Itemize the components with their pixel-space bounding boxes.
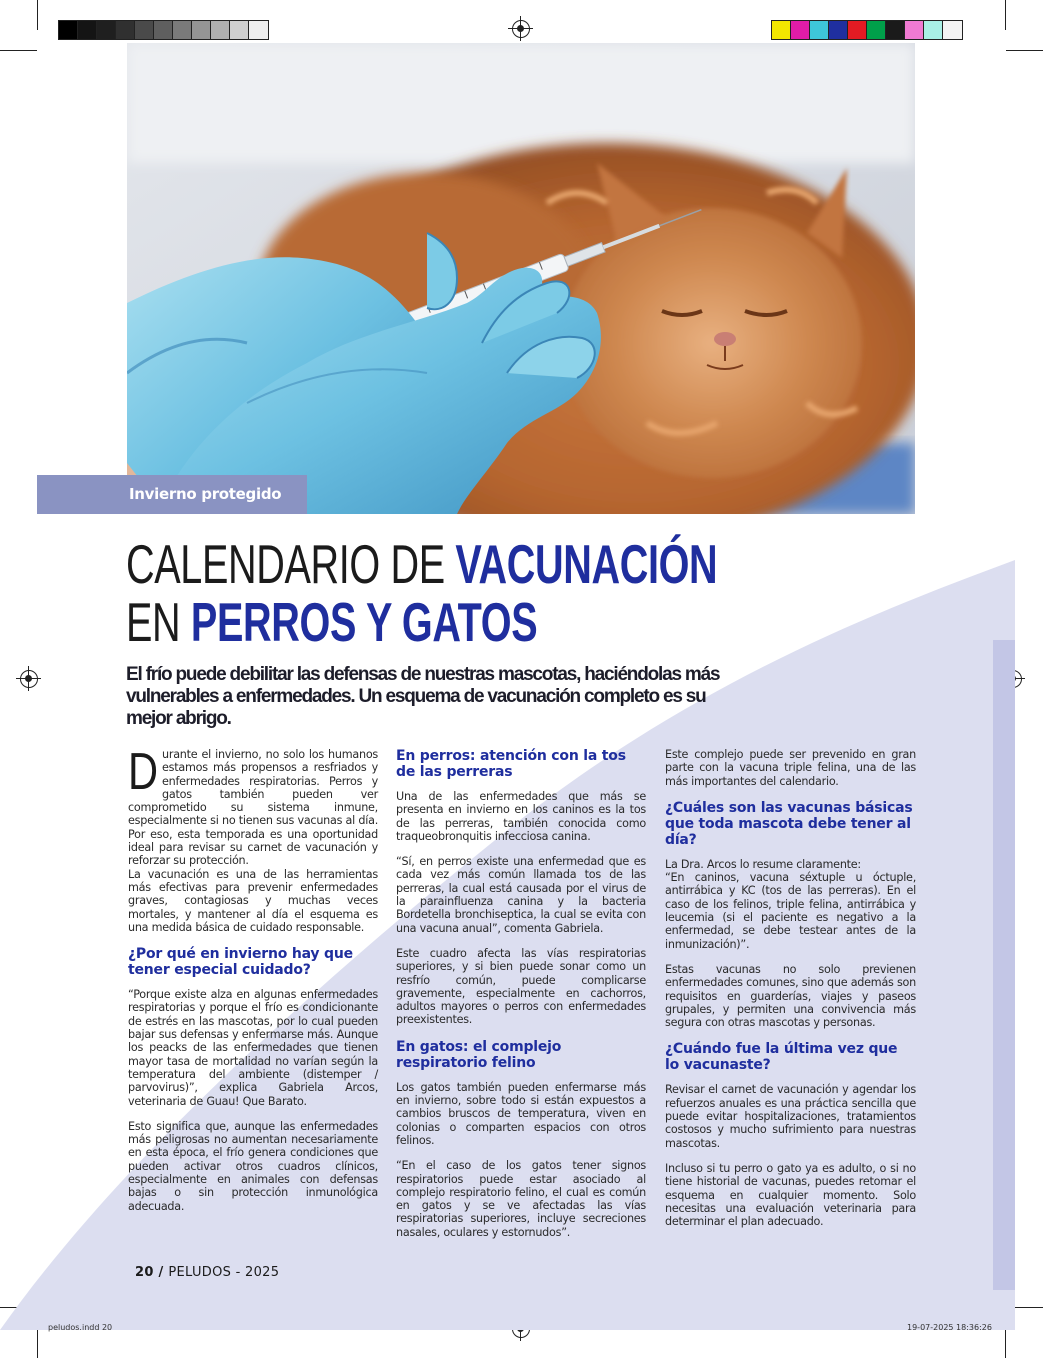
- gray-swatch: [230, 21, 249, 39]
- title-line2-accent: PERROS Y GATOS: [190, 591, 538, 653]
- color-swatch: [829, 21, 848, 39]
- gray-swatch: [154, 21, 173, 39]
- body-paragraph: Revisar el carnet de vacunación y agendar los refuerzos anuales es una práctica sencilla que puede evitar hospitalizaciones, tratamientos costosos y mucho sufrimiento para nuestras mascotas.: [665, 1083, 916, 1150]
- body-paragraph: “En el caso de los gatos tener signos respiratorios puede estar asociado al complejo respiratorio felino, el cual es común en gatos y se ve afectadas las vías respiratorias superiores, incluye secreciones nasales, oculares y estornudos”.: [396, 1159, 646, 1239]
- article-column-1: [128, 743, 378, 1225]
- color-swatch: [905, 21, 924, 39]
- title-line1-plain: CALENDARIO DE: [126, 533, 456, 595]
- body-paragraph: “Sí, en perros existe una enfermedad que es cada vez más común llamada tos de las perreras, la cual está causada por el virus de la parainfluenza canina y la bacteria Bordetella bronchiseptica, la cual se evita con una vacuna anual”, comenta Gabriela.: [396, 855, 646, 935]
- section-heading: En gatos: el complejo respiratorio felino: [396, 1038, 562, 1071]
- body-paragraph: Estas vacunas no solo previenen enfermedades comunes, sino que además son requisitos en guarderías, viajes y paseos grupales, y permiten una convivencia más segura con otras mascotas y personas.: [665, 962, 916, 1030]
- section-heading: En perros: atención con la tos de las perreras: [396, 748, 626, 780]
- body-paragraph: Este complejo puede ser prevenido en gran parte con la vacuna triple felina, una de las más importantes del calendario.: [665, 748, 916, 788]
- gray-swatch: [173, 21, 192, 39]
- gray-swatch: [135, 21, 154, 39]
- crop-mark: [1005, 0, 1006, 30]
- color-swatch: [791, 21, 810, 39]
- crop-mark: [37, 0, 38, 30]
- color-swatch: [924, 21, 943, 39]
- body-paragraph: Esto significa que, aunque las enfermedades más peligrosas no aumentan necesariamente en esta época, el frío genera condiciones que pueden activar otros cuadros clínicos, especialmente en animales con defensas bajas o sin protección inmunológica adecuada.: [128, 1119, 378, 1213]
- side-color-band: [993, 640, 1015, 1290]
- gray-swatch: [59, 21, 78, 39]
- section-heading: ¿Cuándo fue la última vez que lo vacunaste?: [665, 1041, 898, 1074]
- drop-cap: D: [128, 743, 158, 801]
- print-slug-filename: peludos.indd 20: [48, 1323, 113, 1332]
- gray-swatch: [78, 21, 97, 39]
- page-folio: [135, 1265, 279, 1280]
- hero-photo-cat-vaccination: [127, 43, 915, 514]
- process-color-bar: [771, 20, 963, 40]
- color-swatch: [810, 21, 829, 39]
- gray-swatch: [211, 21, 230, 39]
- page-number: 20: [135, 1265, 154, 1280]
- body-paragraph: La vacunación es una de las herramientas más efectivas para prevenir enfermedades graves, contagiosas y muchas veces mortales, y mantener al día el esquema es una medida básica de cuidado responsable.: [128, 867, 378, 934]
- crop-mark: [1005, 1328, 1006, 1358]
- gray-swatch: [192, 21, 211, 39]
- article-title: [126, 535, 717, 651]
- gray-swatch: [116, 21, 135, 39]
- publication-name: PELUDOS - 2025: [168, 1265, 280, 1280]
- color-swatch: [848, 21, 867, 39]
- body-paragraph: Los gatos también pueden enfermarse más en invierno, sobre todo si están expuestos a cambios bruscos de temperatura, viven en colonias o comparten espacios con otros felinos.: [396, 1080, 646, 1147]
- gray-swatch: [97, 21, 116, 39]
- color-swatch: [867, 21, 886, 39]
- crop-mark: [1006, 50, 1043, 51]
- color-swatch: [772, 21, 791, 39]
- section-heading: ¿Cuáles son las vacunas básicas que toda mascota debe tener al día?: [665, 799, 913, 848]
- body-paragraph: “Porque existe alza en algunas enfermedades respiratorias y porque el frío es condicionante de estrés en las mascotas, por lo cual pueden bajar sus defensas y enfermarse más. Aunque los peacks de las enfermedades que tienen mayor tasa de mortalidad no varían según la temperatura del ambiente (distemper / parvovirus)”, explica Gabriela Arcos, veterinaria de Guau! Que Barato.: [128, 988, 378, 1108]
- article-column-2: [396, 748, 646, 1251]
- body-paragraph: Una de las enfermedades que más se presenta en invierno en los caninos es la tos de las perreras, también conocida como traqueobronquitis infecciosa canina.: [396, 790, 646, 843]
- title-line2-plain: EN: [126, 591, 191, 653]
- print-slug-timestamp: 19-07-2025 18:36:26: [907, 1323, 992, 1332]
- grayscale-color-bar: [58, 20, 269, 40]
- color-swatch: [943, 21, 962, 39]
- gray-swatch: [249, 21, 268, 39]
- registration-mark-icon: [512, 20, 530, 38]
- body-paragraph: La Dra. Arcos lo resume claramente:: [665, 857, 861, 871]
- color-swatch: [886, 21, 905, 39]
- section-heading: ¿Por qué en invierno hay que tener especial cuidado?: [128, 946, 353, 979]
- crop-mark: [0, 50, 37, 51]
- body-paragraph: Este cuadro afecta las vías respiratorias superiores, y si bien puede sonar como un resfrío común, puede complicarse gravemente, especialmente en cachorros, adultos mayores o perros con enfermedades preexistentes.: [396, 946, 646, 1027]
- title-line1-accent: VACUNACIÓN: [455, 533, 718, 595]
- body-paragraph: urante el invierno, no solo los humanos estamos más propensos a resfriados y enfermedades respiratorias. Perros y gatos también pueden ver comprometido su sistema inmune, especialmente si no tienen sus vacunas al día. Por eso, esta temporada es una oportunidad ideal para revisar su carnet de vacunación y reforzar su protección.: [128, 748, 378, 868]
- crop-mark: [37, 1328, 38, 1358]
- body-paragraph: “En caninos, vacuna séxtuple u óctuple, antirrábica y KC (tos de las perreras). En el caso de los felinos, triple felina, antirrábica y leucemia (si el paciente es negativo a la enfermedad, se debe testear antes de la inmunización)”.: [665, 871, 916, 951]
- article-subtitle: El frío puede debilitar las defensas de nuestras mascotas, haciéndolas más vulnerables a enfermedades. Un esquema de vacunación completo es su mejor abrigo.: [126, 664, 720, 729]
- article-column-3: [665, 748, 916, 1240]
- section-tag: Invierno protegido: [37, 475, 307, 514]
- body-paragraph: Incluso si tu perro o gato ya es adulto, o si no tiene historial de vacunas, puedes retomar el esquema en cualquier momento. Solo necesitas una evaluación veterinaria para determinar el plan adecuado.: [665, 1161, 916, 1229]
- folio-separator: /: [153, 1265, 169, 1280]
